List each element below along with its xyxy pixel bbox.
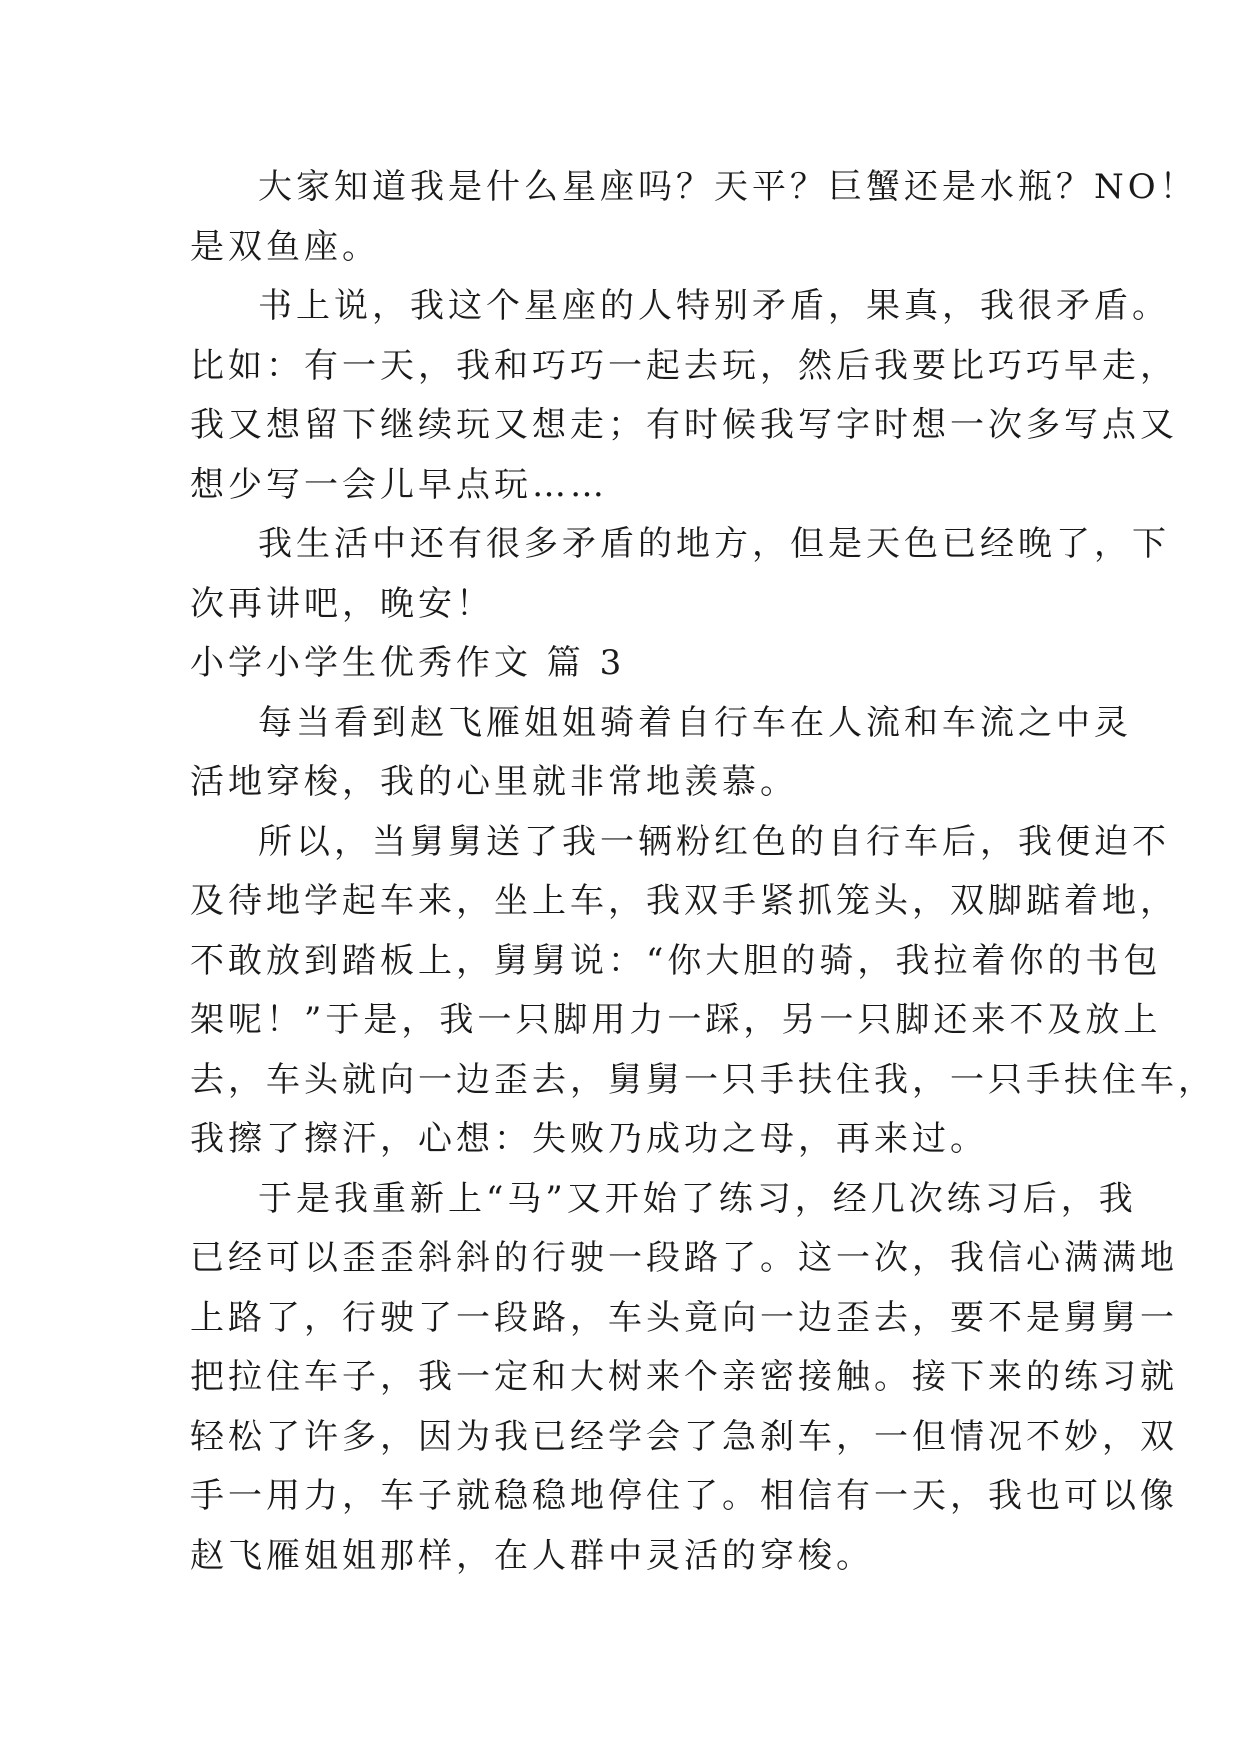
text-line: 想少写一会儿早点玩…… [190, 464, 608, 505]
text-line: 去，车头就向一边歪去，舅舅一只手扶住我，一只手扶住车， [190, 1059, 1216, 1100]
text-line: 把拉住车子，我一定和大树来个亲密接触。接下来的练习就 [190, 1357, 1178, 1397]
section-heading: 小学小学生优秀作文 篇 3 [190, 643, 626, 683]
paragraph-first-attempt [190, 813, 1216, 1170]
text-line: 上路了，行驶了一段路，车头竟向一边歪去，要不是舅舅一 [190, 1297, 1178, 1338]
text-line: 大家知道我是什么星座吗？天平？巨蟹还是水瓶？NO！ [258, 167, 1198, 207]
text-line: 活地穿梭，我的心里就非常地羡慕。 [190, 762, 798, 802]
text-line: 及待地学起车来，坐上车，我双手紧抓笼头，双脚踮着地， [190, 881, 1178, 921]
text-line: 我擦了擦汗，心想：失败乃成功之母，再来过。 [190, 1119, 988, 1159]
paragraph-goodnight [190, 515, 1170, 634]
text-line: 于是我重新上“马”又开始了练习，经几次练习后，我 [258, 1178, 1137, 1219]
text-line: 赵飞雁姐姐那样，在人群中灵活的穿梭。 [190, 1535, 874, 1576]
text-line: 我又想留下继续玩又想走；有时候我写字时想一次多写点又 [190, 405, 1178, 445]
text-line: 比如：有一天，我和巧巧一起去玩，然后我要比巧巧早走， [190, 345, 1178, 386]
text-line: 是双鱼座。 [190, 226, 380, 267]
text-line: 轻松了许多，因为我已经学会了急刹车，一但情况不妙，双 [190, 1416, 1178, 1457]
paragraph-envy [190, 694, 1132, 813]
text-line: 不敢放到踏板上，舅舅说：“你大胆的骑，我拉着你的书包 [190, 940, 1162, 981]
paragraph-contradiction [190, 277, 1178, 515]
document-body [190, 158, 1216, 1586]
paragraph-constellation [190, 158, 1198, 277]
text-line: 手一用力，车子就稳稳地停住了。相信有一天，我也可以像 [190, 1476, 1178, 1516]
text-line: 架呢！”于是，我一只脚用力一踩，另一只脚还来不及放上 [190, 1000, 1162, 1040]
paragraph-success [190, 1170, 1178, 1587]
text-line: 每当看到赵飞雁姐姐骑着自行车在人流和车流之中灵 [258, 702, 1132, 743]
text-line: 已经可以歪歪斜斜的行驶一段路了。这一次，我信心满满地 [190, 1238, 1178, 1278]
text-line: 所以，当舅舅送了我一辆粉红色的自行车后，我便迫不 [258, 821, 1170, 862]
text-line: 我生活中还有很多矛盾的地方，但是天色已经晚了，下 [258, 524, 1170, 564]
text-line: 次再讲吧，晚安！ [190, 583, 494, 624]
text-line: 书上说，我这个星座的人特别矛盾，果真，我很矛盾。 [258, 286, 1170, 326]
